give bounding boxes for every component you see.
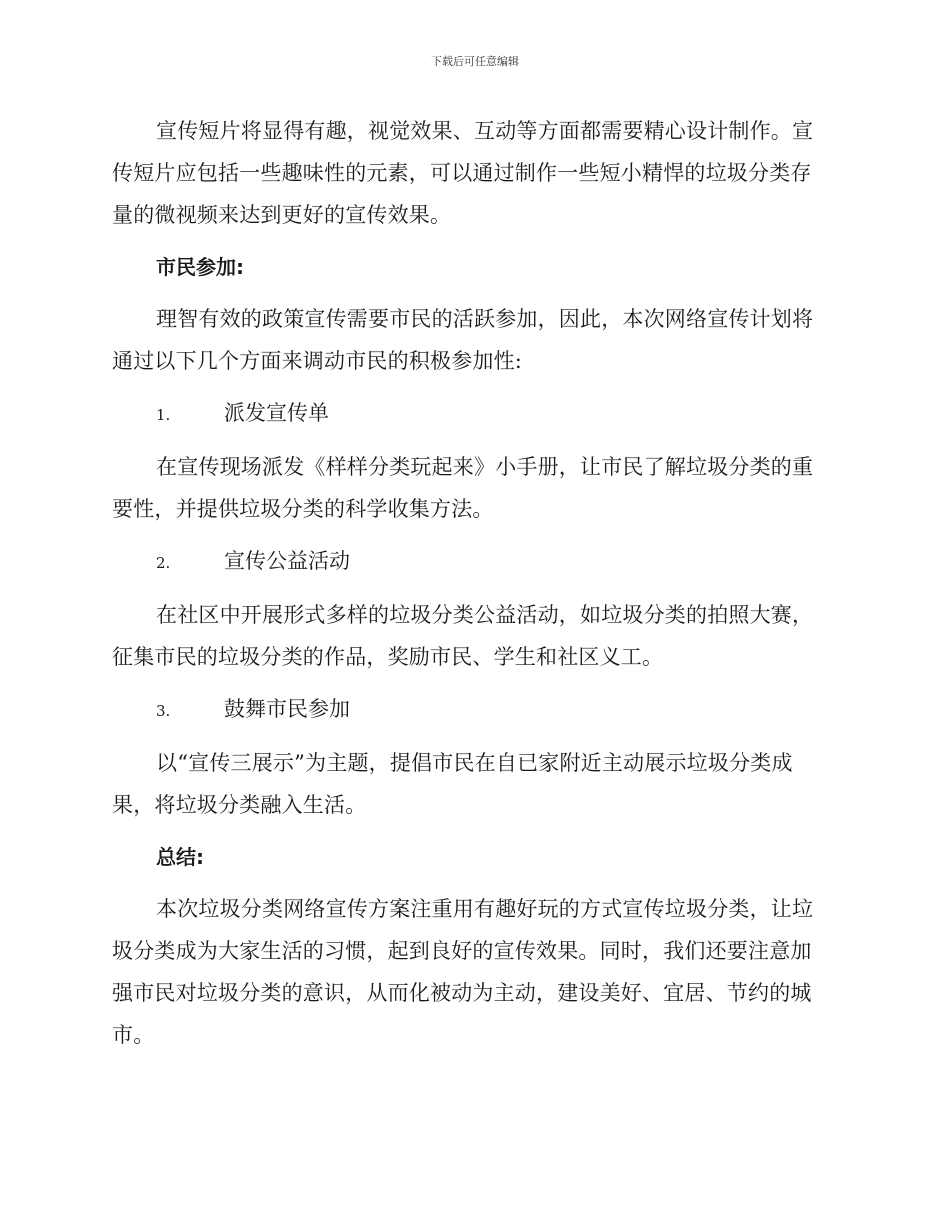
paragraph-participation: 理智有效的政策宣传需要市民的活跃参加，因此，本次网络宣传计划将通过以下几个方面来调动市民的积极参加性:: [112, 307, 814, 373]
section-heading-summary: 总结:: [156, 845, 204, 869]
list-item-description: 在宣传现场派发《样样分类玩起来》小手册，让市民了解垃圾分类的重要性，并提供垃圾分类的科学收集方法。: [112, 455, 814, 521]
document-body: [112, 110, 832, 1056]
list-title: 鼓舞市民参加: [224, 697, 350, 721]
list-item-title: [112, 392, 832, 436]
list-item-description: 在社区中开展形式多样的垃圾分类公益活动，如垃圾分类的拍照大赛，征集市民的垃圾分类的作品，奖励市民、学生和社区义工。: [112, 603, 814, 669]
list-item-title: [112, 540, 832, 584]
paragraph-summary: 本次垃圾分类网络宣传方案注重用有趣好玩的方式宣传垃圾分类，让垃圾分类成为大家生活的习惯，起到良好的宣传效果。同时，我们还要注意加强市民对垃圾分类的意识，从而化被动为主动，建设美好、宜居、节约的城市。: [112, 897, 814, 1047]
header-note: 下载后可任意编辑: [431, 55, 519, 68]
list-number: 3.: [156, 702, 171, 720]
list-item-description: 以“宣传三展示”为主题，提倡市民在自已家附近主动展示垃圾分类成果，将垃圾分类融入生活。: [112, 751, 793, 817]
section-heading-participation: 市民参加:: [156, 255, 244, 279]
list-number: 2.: [156, 554, 171, 572]
list-title: 派发宣传单: [224, 401, 329, 425]
paragraph-intro: 宣传短片将显得有趣，视觉效果、互动等方面都需要精心设计制作。宣传短片应包括一些趣味性的元素，可以通过制作一些短小精悍的垃圾分类存量的微视频来达到更好的宣传效果。: [112, 119, 814, 227]
list-number: 1.: [156, 406, 171, 424]
list-item-title: [112, 688, 832, 732]
list-title: 宣传公益活动: [224, 549, 350, 573]
